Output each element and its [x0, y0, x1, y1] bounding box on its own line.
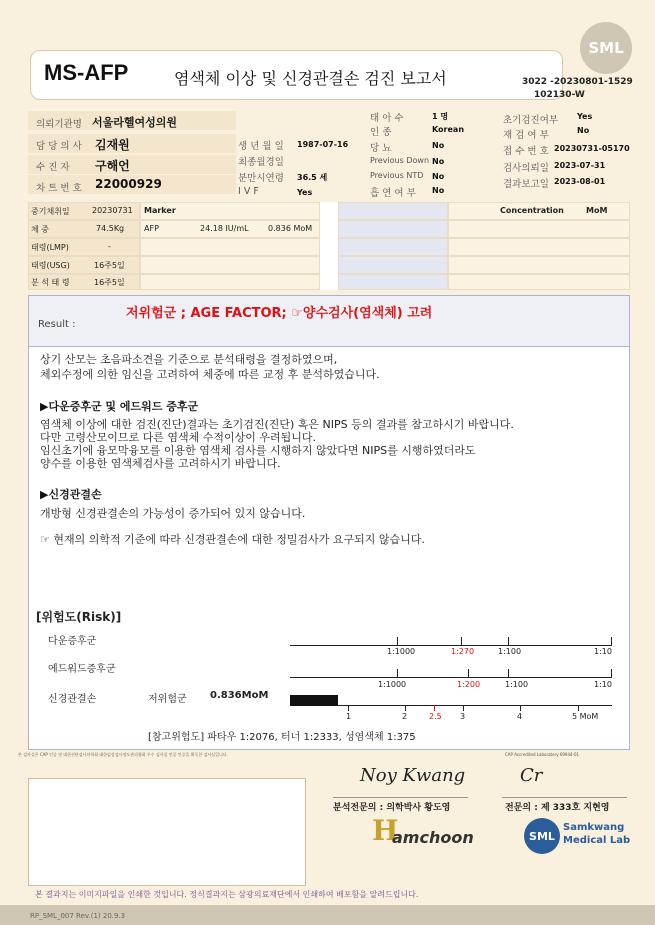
report-title: 염색체 이상 및 신경관결손 검진 보고서: [174, 69, 447, 88]
age-value: 36.5 세: [297, 173, 328, 182]
ntd-tick-1: [348, 705, 349, 711]
prevdown-value: No: [432, 157, 445, 166]
risk-reference: [참고위험도] 파타우 1:2076, 터너 1:2333, 성염색체 1:375: [148, 732, 416, 743]
testdate-label: 검사의뢰일: [503, 163, 549, 174]
ga-lmp-label: 태령(LMP): [31, 243, 69, 252]
section2-line2: ☞ 현재의 의학적 기준에 따라 신경관결손에 대한 정밀검사가 요구되지 않습니다.: [40, 533, 425, 546]
section-down-edwards: ▶다운증후군 및 에드워드 증후군: [40, 400, 199, 413]
fetus-label: 태 아 수: [370, 113, 404, 124]
samkwang-label: Samkwang: [563, 822, 625, 833]
name-value: 구해언: [95, 159, 130, 173]
ntd-mom-bar: [290, 695, 338, 706]
repdate-label: 결과보고일: [503, 179, 549, 190]
name-label: 수 진 자: [36, 162, 70, 173]
fetus-value: 1 명: [432, 112, 449, 121]
down-scale-3: 1:10: [594, 647, 612, 656]
risk-edwards-label: 에드워드증후군: [48, 664, 116, 675]
ntd-tick-5: [578, 705, 579, 711]
down-scale-1: 1:270: [451, 647, 475, 656]
doctor-value: 김재원: [95, 138, 130, 152]
weightdate-label: 중기채취일: [31, 207, 70, 216]
edwards-scale-3: 1:10: [594, 680, 612, 689]
risk-down-label: 다운증후군: [48, 636, 97, 647]
ntd-tick-25: [434, 705, 435, 711]
form-number: RP_SML_007 Rev.(1) 20.9.3: [30, 912, 126, 920]
footer-note: 본 결과지는 이미지파일을 인쇄한 것입니다. 정식결과지는 삼광의료재단에서 인쇄하여 배포함을 알려드립니다.: [35, 890, 419, 899]
recv-value: 20230731-05170: [554, 144, 630, 153]
ntd-scale-0: 1: [346, 712, 352, 721]
result-label: Result :: [38, 319, 76, 330]
ntd-tick-2: [405, 705, 406, 711]
section1-line3: 임신초기에 융모막융모를 이용한 염색체 검사를 시행하지 않았다면 NIPS를 시행하였더라도: [40, 444, 476, 457]
signature-1: Noy Kwang: [360, 765, 466, 786]
ntd-tick-4: [520, 705, 521, 711]
prevntd-label: Previous NTD: [370, 171, 424, 180]
risk-ntd-label: 신경관결손: [48, 694, 97, 705]
first-label: 초기검진여부: [503, 115, 559, 126]
first-value: Yes: [577, 112, 593, 121]
down-tick-4: [611, 637, 612, 645]
specialist-title: 전문의 : 제 333호 지현영: [505, 803, 610, 813]
cap-accreditation: CAP Accredited Laboratory 69944-01: [505, 752, 580, 757]
repdate-value: 2023-08-01: [554, 177, 606, 186]
mom-value: 0.836 MoM: [268, 224, 313, 233]
ntd-tick-3: [463, 705, 464, 711]
ga-analysis-value: 16주5일: [94, 278, 125, 287]
marker-header: Marker: [144, 206, 176, 215]
weight-value: 74.5Kg: [96, 224, 125, 233]
sign-line-1: [333, 797, 468, 798]
race-label: 인 종: [370, 127, 392, 138]
section1-line4: 양수를 이용한 염색체검사를 고려하시기 바랍니다.: [40, 457, 281, 470]
dm-label: 당 뇨: [370, 143, 392, 154]
recv-label: 접 수 번 호: [503, 146, 549, 157]
sml-logo: SML: [580, 22, 632, 74]
retest-label: 재 검 여 부: [503, 130, 549, 141]
conc-header: Concentration: [500, 206, 564, 215]
risk-ntd-status: 저위험군: [148, 694, 187, 705]
edwards-scale-0: 1:1000: [378, 680, 407, 689]
report-id-2: 102130-W: [534, 90, 585, 100]
hamchoon-h-icon: H: [372, 814, 399, 847]
ga-lmp-value: -: [108, 242, 111, 251]
marker-value: AFP: [144, 224, 159, 233]
doctor-label: 담 당 의 사: [36, 141, 82, 152]
lmp-label: 최종월경일: [238, 157, 284, 168]
ntd-scale-4: 4: [517, 712, 523, 721]
section2-line1: 개방형 신경관결손의 가능성이 증가되어 있지 않습니다.: [40, 507, 306, 520]
edwards-tick-1: [397, 669, 398, 677]
down-scale-2: 1:100: [498, 647, 522, 656]
ntd-scale-line: [290, 705, 612, 706]
chart-label: 차 트 번 호: [36, 183, 82, 194]
section1-line1: 염색체 이상에 대한 검진(진단)결과는 초기검진(진단) 혹은 NIPS 등의 결과를 참고하시기 바랍니다.: [40, 418, 514, 431]
inst-label: 의뢰기관명: [36, 119, 82, 130]
report-id-1: 3022 -20230801-1529: [522, 77, 633, 87]
weight-label: 체 중: [31, 225, 49, 234]
ga-analysis-label: 분 석 태 령: [31, 278, 70, 287]
down-tick-1: [397, 637, 398, 645]
analyst-title: 분석전문의 : 의학박사 황도영: [333, 803, 451, 813]
retest-value: No: [577, 126, 590, 135]
down-scale-line: [290, 645, 612, 646]
edwards-scale-line: [290, 677, 612, 678]
accreditation-fine-print: 본 검사실은 CAP 인증 및 대한진단검사의학회 대한임상검사정도관리협회 우수 검사실 인증 인증을 획득한 검사실입니다.: [18, 752, 228, 757]
hamchoon-logo: amchoon: [392, 828, 474, 847]
down-tick-2: [461, 637, 462, 645]
ivf-label: I V F: [238, 186, 259, 197]
inst-value: 서울라헬여성의원: [92, 116, 178, 129]
section1-line2: 다만 고령산모이므로 다른 염색체 수적이상이 우려됩니다.: [40, 431, 317, 444]
result-p2: 체외수정에 의한 임신을 고려하여 체중에 따른 교정 후 분석하였습니다.: [40, 368, 380, 381]
edwards-tick-3: [508, 669, 509, 677]
edwards-scale-1: 1:200: [457, 680, 481, 689]
age-label: 분만시연령: [238, 173, 284, 184]
medical-lab-label: Medical Lab: [563, 835, 631, 846]
section-ntd: ▶신경관결손: [40, 488, 102, 501]
smoke-value: No: [432, 186, 445, 195]
result-headline: 저위험군 ; AGE FACTOR; ☞양수검사(염색체) 고려: [126, 306, 433, 321]
edwards-scale-2: 1:100: [505, 680, 529, 689]
ntd-scale-3: 3: [460, 712, 466, 721]
ntd-scale-2: 2.5: [429, 712, 442, 721]
ntd-scale-1: 2: [402, 712, 408, 721]
result-p1: 상기 산모는 초음파소견을 기준으로 분석태령을 결정하였으며,: [40, 353, 338, 366]
ivf-value: Yes: [297, 188, 313, 197]
edwards-tick-2: [468, 669, 469, 677]
testdate-value: 2023-07-31: [554, 161, 606, 170]
chart-value: 22000929: [95, 177, 162, 191]
risk-title: [위험도(Risk)]: [36, 610, 122, 624]
smoke-label: 흡 연 여 부: [370, 188, 416, 199]
signature-2: Cr: [520, 765, 543, 786]
risk-ntd-mom: 0.836MoM: [210, 690, 269, 701]
ntd-scale-5: 5 MoM: [572, 712, 599, 721]
sml-badge: SML: [524, 818, 560, 854]
weightdate-value: 20230731: [92, 206, 133, 215]
conc-value: 24.18 IU/mL: [200, 224, 249, 233]
prevdown-label: Previous Down: [370, 156, 430, 165]
ga-usg-label: 태령(USG): [31, 261, 70, 270]
dob-value: 1987-07-16: [297, 140, 349, 149]
race-value: Korean: [432, 125, 465, 134]
down-tick-3: [508, 637, 509, 645]
down-scale-0: 1:1000: [387, 647, 416, 656]
edwards-tick-4: [611, 669, 612, 677]
prevntd-value: No: [432, 172, 445, 181]
dob-label: 생 년 월 일: [238, 141, 284, 152]
mom-header: MoM: [586, 206, 608, 215]
dm-value: No: [432, 141, 445, 150]
note-box: [28, 778, 306, 886]
report-code: MS-AFP: [44, 60, 129, 85]
ga-usg-value: 16주5일: [94, 261, 125, 270]
sign-line-2: [502, 797, 627, 798]
